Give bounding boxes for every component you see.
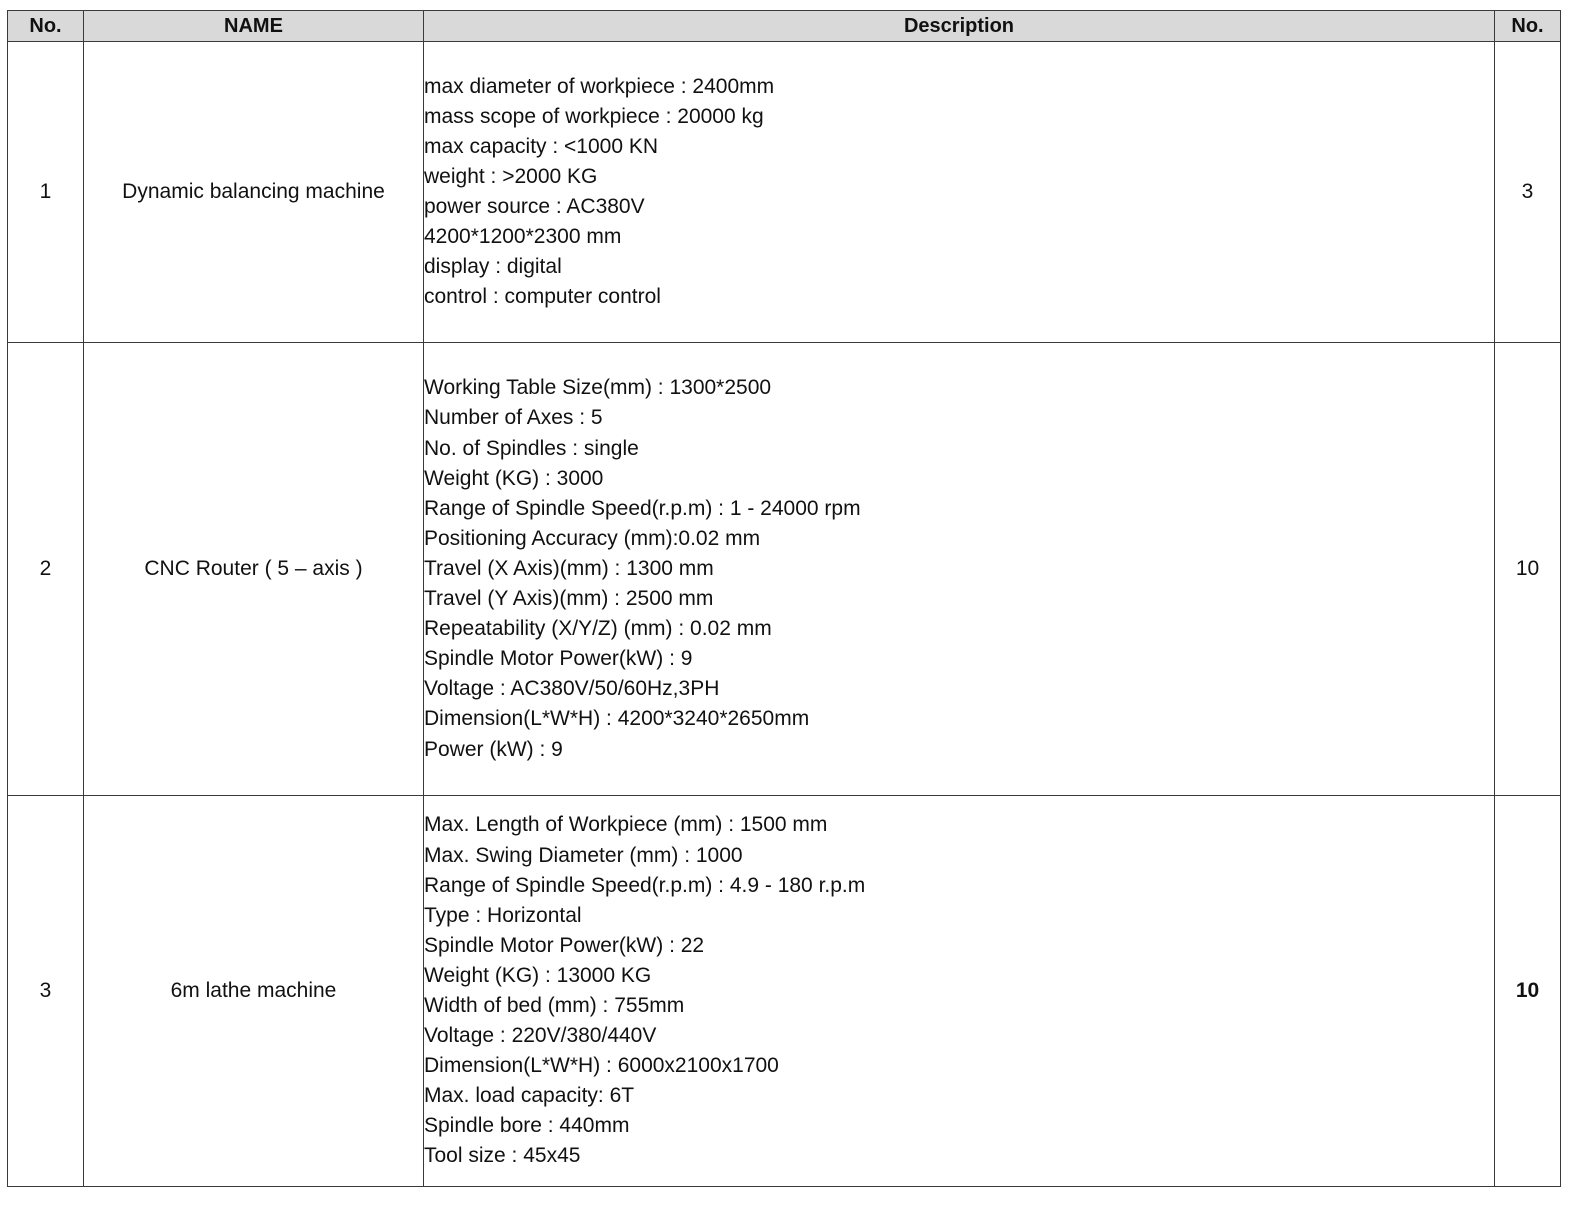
machine-name: 6m lathe machine bbox=[84, 796, 424, 1187]
header-name: NAME bbox=[84, 11, 424, 42]
description-line: Voltage : 220V/380/440V bbox=[424, 1024, 657, 1048]
table-row bbox=[8, 343, 1561, 796]
machine-description bbox=[424, 796, 1495, 1187]
header-no: No. bbox=[8, 11, 84, 42]
table-header bbox=[8, 11, 1561, 42]
description-line: power source : AC380V bbox=[424, 195, 645, 218]
description-line: Travel (Y Axis)(mm) : 2500 mm bbox=[424, 587, 714, 611]
description-line: mass scope of workpiece : 20000 kg bbox=[424, 104, 764, 128]
description-line: Max. Swing Diameter (mm) : 1000 bbox=[424, 843, 743, 867]
description-line: Weight (KG) : 13000 KG bbox=[424, 963, 652, 987]
description-line: Spindle Motor Power(kW) : 22 bbox=[424, 933, 705, 957]
row-number: 1 bbox=[8, 42, 84, 343]
description-line: Number of Axes : 5 bbox=[424, 406, 603, 430]
description-line: 4200*1200*2300 mm bbox=[424, 225, 622, 249]
table-row bbox=[8, 796, 1561, 1187]
description-line: weight : >2000 KG bbox=[424, 164, 598, 188]
header-row bbox=[8, 11, 1561, 42]
description-line: Dimension(L*W*H) : 4200*3240*2650mm bbox=[424, 707, 810, 731]
description-line: Spindle bore : 440mm bbox=[424, 1114, 630, 1138]
quantity: 10 bbox=[1495, 343, 1561, 796]
description-line: control : computer control bbox=[424, 285, 661, 309]
description-line: Spindle Motor Power(kW) : 9 bbox=[424, 647, 693, 671]
description-line: Width of bed (mm) : 755mm bbox=[424, 994, 685, 1017]
table-row bbox=[8, 42, 1561, 343]
quantity: 10 bbox=[1495, 796, 1561, 1187]
description-line: Dimension(L*W*H) : 6000x2100x1700 bbox=[424, 1054, 779, 1078]
description-line: max diameter of workpiece : 2400mm bbox=[424, 74, 775, 98]
machine-name: CNC Router ( 5 – axis ) bbox=[84, 343, 424, 796]
quantity: 3 bbox=[1495, 42, 1561, 343]
description-line: Positioning Accuracy (mm):0.02 mm bbox=[424, 526, 761, 550]
row-number: 2 bbox=[8, 343, 84, 796]
description-line: max capacity : <1000 KN bbox=[424, 134, 659, 158]
description-line: Weight (KG) : 3000 bbox=[424, 466, 604, 490]
description-line: Working Table Size(mm) : 1300*2500 bbox=[424, 376, 772, 400]
row-number: 3 bbox=[8, 796, 84, 1187]
machine-name: Dynamic balancing machine bbox=[84, 42, 424, 343]
description-line: Repeatability (X/Y/Z) (mm) : 0.02 mm bbox=[424, 617, 772, 641]
description-line: Range of Spindle Speed(r.p.m) : 4.9 - 180 r.p.m bbox=[424, 873, 866, 897]
header-qty: No. bbox=[1495, 11, 1561, 42]
description-line: Max. load capacity: 6T bbox=[424, 1084, 635, 1108]
description-line: Range of Spindle Speed(r.p.m) : 1 - 24000 rpm bbox=[424, 496, 861, 520]
description-line: Voltage : AC380V/50/60Hz,3PH bbox=[424, 677, 720, 701]
description-line: display : digital bbox=[424, 255, 562, 279]
machine-description bbox=[424, 42, 1495, 343]
header-description: Description bbox=[424, 11, 1495, 42]
description-line: Type : Horizontal bbox=[424, 903, 582, 927]
description-line: Travel (X Axis)(mm) : 1300 mm bbox=[424, 556, 714, 580]
description-line: Power (kW) : 9 bbox=[424, 737, 563, 761]
description-line: Max. Length of Workpiece (mm) : 1500 mm bbox=[424, 813, 828, 837]
equipment-spec-table bbox=[7, 10, 1561, 1187]
machine-description bbox=[424, 343, 1495, 796]
description-line: Tool size : 45x45 bbox=[424, 1144, 581, 1168]
table-body bbox=[8, 42, 1561, 1187]
description-line: No. of Spindles : single bbox=[424, 436, 639, 460]
